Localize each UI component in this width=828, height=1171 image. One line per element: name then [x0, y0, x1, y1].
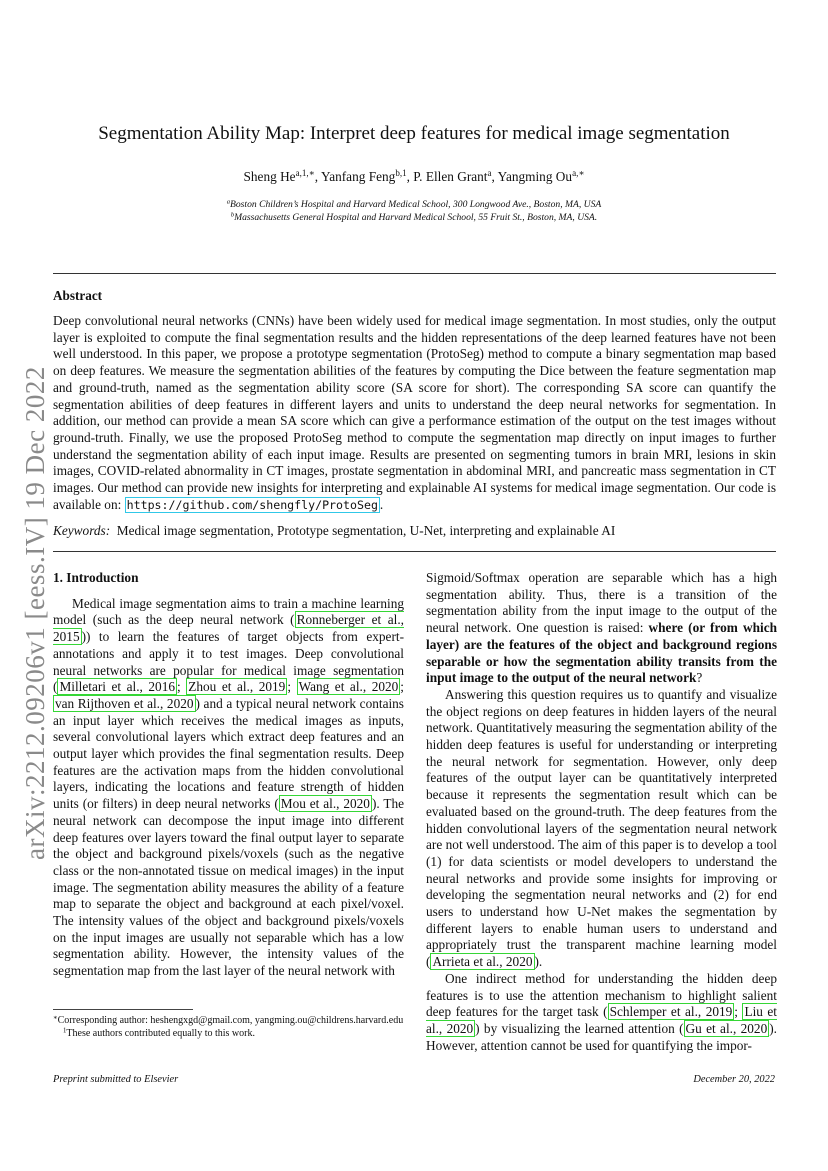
footnote-text: These authors contributed equally to this work. [66, 1027, 255, 1039]
footnote-divider [53, 1009, 193, 1010]
author-affiliation-mark: b,1 [395, 168, 407, 179]
separator: ; [287, 679, 297, 695]
intro-paragraph [53, 596, 404, 980]
intro-paragraph [426, 687, 777, 971]
citation-link[interactable]: Schlemper et al., 2019 [609, 1004, 733, 1020]
body-text: One indirect method for understanding the hidden deep features is to use the attention mechanism to highlight salient deep features for the target task ( [426, 970, 777, 1020]
body-text: ) by visualizing the learned attention ( [475, 1020, 684, 1036]
abstract-body [53, 313, 776, 513]
separator: ; [177, 679, 187, 695]
intro-paragraph [426, 971, 777, 1055]
abstract-end: . [379, 496, 384, 512]
keywords-label: Keywords: [53, 523, 111, 538]
footnote-mark: ∗ [53, 1014, 58, 1022]
affiliation-text: Massachusetts General Hospital and Harvard Medical School, 55 Fruit St., Boston, MA, USA. [234, 212, 598, 223]
keywords [53, 522, 776, 539]
citation-link[interactable]: Milletari et al., 2016 [59, 679, 175, 695]
citation-link[interactable]: van Rijthoven et al., 2020 [55, 695, 194, 711]
author-list: Sheng $He^{a,1,∗}$, Yanfang Feng$^{b,1}$, P. Ellen Grant$^a$, Yangming $Ou^{a,∗}$ [243, 168, 585, 184]
citation-link[interactable]: Ronneberger et al., 2015 [53, 612, 405, 645]
affiliation-text: Boston Children’s Hospital and Harvard Medical School, 300 Longwood Ave., Boston, MA, USA [230, 199, 602, 210]
author-affiliation-mark: a [487, 168, 492, 179]
author-name: Yangming Ou [497, 169, 573, 184]
code-url-link[interactable]: https://github.com/shengfly/ProtoSeg [126, 497, 378, 512]
affiliation-mark: b [230, 211, 235, 219]
body-text: ). The neural network can decompose the input image into different deep features over layers toward the final output layer to separate the object and background pixels/voxels (such as the negative class or the non-annotated tissue on medical images) in the input image. The segmentation ability measures the ability of a feature map to separate the object and background at each pixel/voxel. The intensity values of the object and background pixels/voxels on the input images are usually not separable which has a low segmentation ability. However, the intensity values of the segmentation map from the last layer of the neural network with [53, 796, 404, 979]
abstract-divider [53, 551, 776, 552]
footnote-mark: 1 [63, 1026, 67, 1034]
body-text: Sigmoid/Softmax operation are separable which has a high segmentation ability. Thus, there is a transition of the segmentation ability from the input image to the output of the neural network. One question is raised: [426, 570, 777, 636]
body-text: )) to learn the features of target objects from expert-annotations and apply it to test images. Deep convolutional neural networks are popular for medical image segmentation ( [53, 629, 404, 695]
intro-paragraph-continued [426, 570, 777, 687]
arxiv-stamp: arXiv:2212.09206v1 [eess.IV] 19 Dec 2022 [20, 366, 50, 860]
author-name: Sheng He [243, 169, 296, 184]
author-name: P. Ellen Grant [413, 169, 488, 184]
citation-link[interactable]: Zhou et al., 2019 [188, 679, 286, 695]
footer-date: December 20, 2022 [693, 1074, 775, 1085]
keywords-text: Medical image segmentation, Prototype segmentation, U-Net, interpreting and explainable AI [116, 523, 616, 538]
paper-title: Segmentation Ability Map: Interpret deep features for medical image segmentation [98, 123, 730, 144]
affiliation-line [0, 198, 828, 211]
body-text: Answering this question requires us to quantify and visualize the object regions on deep features in hidden layers of the neural network. Quantitatively measuring the segmentation ability of the hidden deep features is useful for understanding or interpreting the neural network for segmentation. However, only deep features of the output layer can be quantitatively interpreted because it represents the segmentation result which can be evaluated based on the ground-truth. The deep features from the hidden convolutional layers of the segmentation neural network are not well understood. The aim of this paper is to develop a tool (1) for data scientists or model developers to understand the neural networks and provide some insights for improving or developing the segmentation neural networks and (2) for end users to understand how U-Net makes the segmentation by different layers to enable human users to understand and appropriately trust the transparent machine learning model ( [426, 686, 777, 970]
author-affiliation-mark: a,∗ [572, 168, 585, 179]
body-text: ) and a typical neural network contains an input layer which receives the medical images as inputs, several convolutional layers which extract deep features and an output layer which provides the final segmentation results. Deep features are the activation maps from the hidden convolutional layers, indicating the locations and feature strength of hidden units (or filters) in deep neural networks ( [53, 695, 404, 812]
top-divider [53, 273, 776, 274]
footer-journal: Preprint submitted to Elsevier [53, 1074, 179, 1085]
affiliation-line [0, 211, 828, 224]
footnote-equal-contribution [53, 1028, 404, 1041]
abstract-heading: Abstract [53, 288, 103, 303]
footnote-text: Corresponding author: heshengxgd@gmail.com, yangming.ou@childrens.harvard.edu [57, 1015, 404, 1026]
citation-link[interactable]: Mou et al., 2020 [280, 796, 370, 812]
section-heading: 1. Introduction [53, 570, 139, 585]
footnotes [53, 1015, 404, 1040]
body-text: ). [534, 954, 543, 970]
body-text: ). However, attention cannot be used for quantifying the impor- [426, 1020, 777, 1053]
affiliation-mark: a [226, 198, 231, 206]
citation-link[interactable]: Liu et al., 2020 [426, 1004, 777, 1036]
abstract-text: Deep convolutional neural networks (CNNs) have been widely used for medical image segmentation. In most studies, only the output layer is exploited to compute the final segmentation results and the hidden representations of the deep learned features have not been well understood. In this paper, we propose a prototype segmentation (ProtoSeg) method to compute a binary segmentation map based on deep features. We measure the segmentation abilities of the features by computing the Dice between the feature segmentation map and ground-truth, named as the segmentation ability score (SA score for short). The corresponding SA score can quantify the segmentation abilities of deep features in different layers and units to understand the deep neural networks for segmentation. In addition, our method can provide a mean SA score which can give a performance estimation of the output on the test images without ground-truth. Finally, we use the proposed ProtoSeg method to compute the segmentation map directly on input images to further understand the segmentation ability of each input image. Results are presented on segmenting tumors in brain MRI, lesions in skin images, COVID-related abnormality in CT images, prostate segmentation in abdominal MRI, and pancreatic mass segmentation in CT images. Our method can provide new insights for interpreting and explainable AI systems for medical image segmentation. Our code is available on: [53, 313, 776, 512]
research-question: where (or from which layer) are the features of the object and background regions separable or how the segmentation ability transits from the input image to the output of the neural network [426, 620, 777, 686]
affiliations [0, 198, 828, 224]
citation-link[interactable]: Gu et al., 2020 [685, 1020, 768, 1036]
author-name: Yanfang Feng [320, 169, 396, 184]
separator: ; [734, 1004, 743, 1020]
body-text: Medical image segmentation aims to train a machine learning model (such as the deep neural network ( [53, 595, 404, 628]
body-text: ? [696, 670, 703, 686]
citation-link[interactable]: Arrieta et al., 2020 [432, 954, 533, 970]
citation-link[interactable]: Wang et al., 2020 [298, 679, 399, 695]
footnote-corresponding [53, 1015, 404, 1028]
left-column [53, 570, 404, 980]
author-affiliation-mark: a,1,∗ [295, 168, 315, 179]
right-column [426, 570, 777, 1054]
separator: ; [400, 679, 404, 695]
